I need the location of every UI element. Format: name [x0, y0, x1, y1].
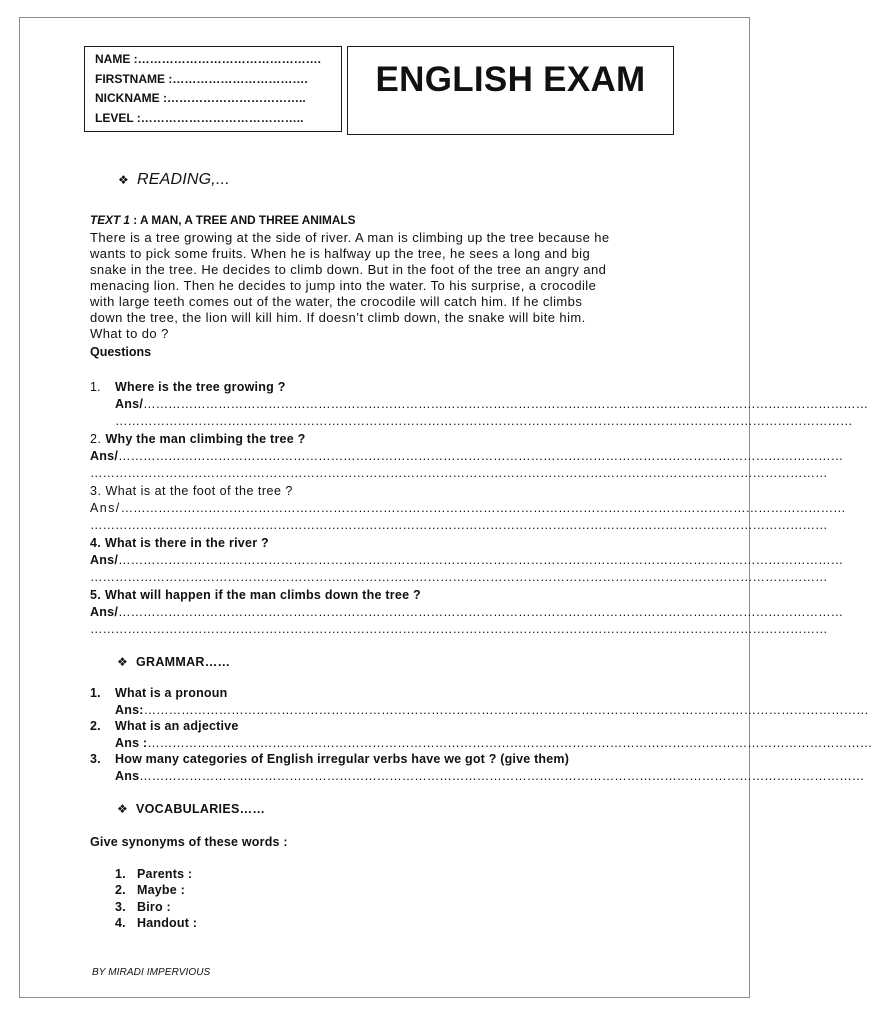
- vocab-item: [115, 899, 197, 915]
- question-line: [90, 379, 677, 396]
- exam-title-box: [347, 46, 674, 135]
- question-text: What will happen if the man climbs down the tree ?: [104, 588, 421, 602]
- answer-prefix: Ans:: [115, 702, 144, 717]
- question-number: 1.: [90, 380, 101, 394]
- answer-prefix: Ans/: [90, 553, 119, 567]
- passage-line: What to do ?: [90, 326, 169, 341]
- vocabularies-heading-text: VOCABULARIES……: [136, 802, 266, 816]
- vocab-item-number: 2.: [115, 883, 126, 898]
- passage-line: down the tree, the lion will kill him. If doesn’t climb down, the snake will bite him.: [90, 310, 586, 325]
- question-number: 2.: [90, 432, 102, 446]
- answer-dots: ……………………………………………………………………………………………………………………………………………………………: [90, 518, 828, 532]
- vocabularies-list: [115, 866, 197, 932]
- vocab-item-word: Maybe :: [137, 883, 185, 898]
- answer-prefix: Ans/: [90, 501, 121, 515]
- grammar-item-number: 1.: [90, 686, 101, 700]
- exam-title: ENGLISH EXAM: [375, 60, 646, 99]
- question-number: 5.: [90, 588, 101, 602]
- answer-dots: ……………………………………………………………………………………………………………………………………………………………: [90, 570, 828, 584]
- question-text: Where is the tree growing ?: [115, 380, 286, 394]
- vocab-item-number: 1.: [115, 867, 126, 881]
- grammar-item-text: How many categories of English irregular verbs have we got ? (give them): [115, 752, 570, 767]
- firstname-field: FIRSTNAME :…………………………….: [95, 71, 308, 86]
- reading-section-heading: [118, 170, 230, 190]
- questions-label: Questions: [90, 345, 152, 359]
- answer-dots: …………………………………………………………………………………………………………………………………………………………: [118, 605, 844, 619]
- answer-line: [90, 768, 865, 785]
- answer-dots: ……………………………………………………………………………………………………………………………………………………………: [90, 466, 828, 480]
- question-text: What is at the foot of the tree ?: [105, 484, 293, 498]
- answer-prefix: Ans/: [90, 449, 119, 463]
- answer-dots: …………………………………………………………………………………………………………………………………………………………: [143, 702, 869, 717]
- vocab-item: [115, 915, 197, 931]
- answer-extra-line: [90, 413, 853, 430]
- question-5: [90, 587, 844, 638]
- vocab-item: [115, 866, 197, 882]
- vocabularies-section-heading: [117, 800, 265, 818]
- question-line: [90, 431, 677, 448]
- vocab-item-number: 3.: [115, 899, 126, 914]
- answer-line: [90, 735, 872, 752]
- answer-extra-line: [90, 517, 828, 534]
- diamond-bullet-icon: [117, 800, 136, 818]
- answer-dots: …………………………………………………………………………………………………………………………………………………………: [120, 501, 846, 515]
- text-label: TEXT 1: [90, 213, 130, 227]
- grammar-item: [90, 685, 677, 702]
- passage-line: snake in the tree. He decides to climb down. But in the foot of the tree an angry and: [90, 262, 607, 277]
- question-text: Why the man climbing the tree ?: [105, 432, 306, 446]
- grammar-item-number: 2.: [90, 719, 101, 734]
- footer-credit: BY MIRADI IMPERVIOUS: [92, 967, 211, 978]
- question-number: 4.: [90, 536, 101, 550]
- answer-line: [90, 702, 869, 719]
- answer-line: [90, 500, 846, 517]
- diamond-bullet-icon: [117, 653, 136, 671]
- passage-line: There is a tree growing at the side of river. A man is climbing up the tree because he: [90, 230, 610, 245]
- question-line: [90, 483, 677, 500]
- nickname-field: NICKNAME :……………………………..: [95, 91, 306, 105]
- grammar-list: [90, 685, 872, 785]
- vocab-item-word: Parents :: [137, 867, 193, 881]
- answer-dots: ……………………………………………………………………………………………………………………………………………………………: [90, 622, 828, 636]
- question-3: [90, 483, 846, 534]
- student-info-box: [84, 46, 342, 132]
- answer-prefix: Ans/: [90, 605, 119, 619]
- answer-prefix: Ans :: [115, 735, 148, 750]
- answer-extra-line: [90, 569, 828, 586]
- answer-dots: ……………………………………………………………………………………………………………………………………………………………: [115, 414, 853, 428]
- question-1: [90, 379, 869, 430]
- passage-line: wants to pick some fruits. When he is halfway up the tree, he sees a long and big: [90, 246, 591, 261]
- text-title-name: : A MAN, A TREE AND THREE ANIMALS: [133, 213, 356, 227]
- synonyms-instruction: Give synonyms of these words :: [90, 835, 288, 849]
- question-line: [90, 535, 677, 552]
- grammar-item-number: 3.: [90, 752, 101, 767]
- answer-line: [90, 448, 844, 465]
- question-4: [90, 535, 844, 586]
- answer-prefix: Ans: [115, 768, 140, 783]
- answer-dots: …………………………………………………………………………………………………………………………………………………………: [143, 397, 869, 411]
- vocab-item-number: 4.: [115, 916, 126, 931]
- reading-heading-text: READING,...: [137, 171, 230, 188]
- question-2: [90, 431, 844, 482]
- diamond-bullet-icon: [118, 170, 137, 190]
- answer-dots: …………………………………………………………………………………………………………………………………………………………: [118, 553, 844, 567]
- question-text: What is there in the river ?: [104, 536, 269, 550]
- questions-list: [90, 379, 869, 638]
- passage-line: menacing lion. Then he decides to jump into the water. To his surprise, a crocodile: [90, 278, 597, 293]
- question-line: [90, 587, 677, 604]
- answer-prefix: Ans/: [115, 397, 144, 411]
- vocab-item-word: Biro :: [137, 899, 171, 914]
- answer-line: [90, 396, 869, 413]
- level-field: LEVEL :…………………………………..: [95, 110, 304, 125]
- grammar-section-heading: [117, 653, 230, 671]
- question-number: 3.: [90, 484, 102, 498]
- grammar-item-text: What is an adjective: [115, 719, 239, 734]
- grammar-item-text: What is a pronoun: [115, 686, 228, 700]
- vocab-item-word: Handout :: [137, 916, 198, 931]
- grammar-item: [90, 751, 677, 768]
- answer-line: [90, 552, 844, 569]
- passage-line: with large teeth comes out of the water, the crocodile will catch him. If he climbs: [90, 294, 583, 309]
- answer-dots: …………………………………………………………………………………………………………………………………………………………: [139, 768, 865, 783]
- answer-dots: …………………………………………………………………………………………………………………………………………………………: [147, 735, 872, 750]
- grammar-item: [90, 718, 677, 735]
- answer-dots: …………………………………………………………………………………………………………………………………………………………: [118, 449, 844, 463]
- reading-passage: [90, 230, 610, 342]
- grammar-heading-text: GRAMMAR……: [136, 655, 231, 669]
- answer-extra-line: [90, 465, 828, 482]
- vocab-item: [115, 882, 197, 898]
- text-title: [90, 212, 355, 228]
- answer-extra-line: [90, 621, 828, 638]
- name-field: NAME :……………………………………….: [95, 52, 321, 66]
- answer-line: [90, 604, 844, 621]
